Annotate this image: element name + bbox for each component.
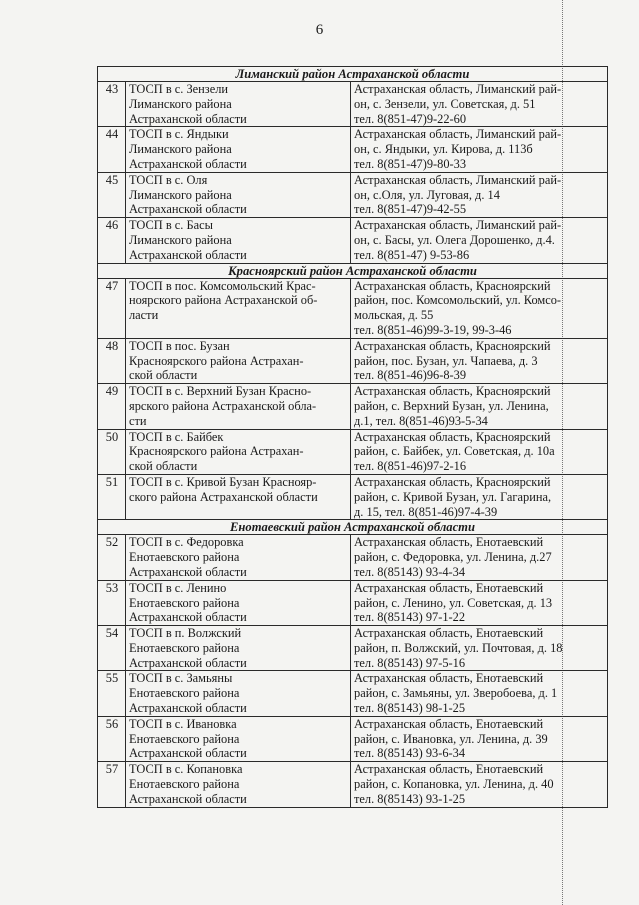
row-number: 43	[98, 82, 126, 127]
row-number: 48	[98, 338, 126, 383]
row-number: 51	[98, 474, 126, 519]
office-address-cell	[351, 384, 608, 429]
office-name-line: Лиманского района	[129, 187, 232, 202]
office-address-line: Астраханская область, Енотаевский	[354, 671, 544, 686]
office-address-line: тел. 8(85143) 97-5-16	[354, 655, 466, 670]
office-address-cell	[351, 172, 608, 217]
office-name-line: Астраханской области	[129, 247, 247, 262]
office-address-line: тел. 8(851-46)97-2-16	[354, 459, 467, 474]
office-name-line: сти	[129, 413, 147, 428]
office-address-cell	[351, 762, 608, 807]
office-address-cell	[351, 580, 608, 625]
office-name-line: Енотаевского района	[129, 595, 240, 610]
office-name-line: ласти	[129, 308, 159, 323]
office-name-line: ТОСП в с. Зензели	[129, 82, 229, 96]
office-address-line: тел. 8(85143) 98-1-25	[354, 701, 466, 716]
office-address-cell	[351, 535, 608, 580]
office-address-line: тел. 8(85143) 97-1-22	[354, 610, 466, 625]
section-title: Енотаевский район Астраханской области	[98, 520, 608, 535]
row-number: 49	[98, 384, 126, 429]
row-number: 55	[98, 671, 126, 716]
office-address-line: район, с. Верхний Бузан, ул. Ленина,	[354, 398, 549, 413]
office-name-cell	[126, 338, 351, 383]
offices-table	[97, 66, 608, 808]
section-title: Красноярский район Астраханской области	[98, 263, 608, 278]
office-name-line: ТОСП в с. Замьяны	[129, 671, 233, 686]
office-name-line: Астраханской области	[129, 791, 247, 806]
office-address-line: д.1, тел. 8(851-46)93-5-34	[354, 413, 488, 428]
office-address-line: район, с. Замьяны, ул. Зверобоева, д. 1	[354, 686, 558, 701]
office-name-line: Красноярского района Астрахан-	[129, 444, 304, 459]
offices-table-body	[98, 67, 608, 808]
office-name-line: Енотаевского района	[129, 777, 240, 792]
office-address-line: тел. 8(851-47)9-22-60	[354, 111, 467, 126]
office-address-line: тел. 8(851-47)9-80-33	[354, 156, 467, 171]
table-row	[98, 626, 608, 671]
office-name-cell	[126, 762, 351, 807]
office-name-line: Астраханской области	[129, 111, 247, 126]
table-row	[98, 384, 608, 429]
table-row	[98, 218, 608, 263]
table-row	[98, 762, 608, 807]
row-number: 45	[98, 172, 126, 217]
table-row	[98, 535, 608, 580]
office-name-cell	[126, 82, 351, 127]
office-name-line: Астраханской области	[129, 655, 247, 670]
office-name-cell	[126, 580, 351, 625]
row-number: 47	[98, 278, 126, 338]
office-address-line: Астраханская область, Красноярский	[354, 474, 551, 489]
office-address-line: район, с. Ивановка, ул. Ленина, д. 39	[354, 731, 548, 746]
office-address-line: тел. 8(851-47) 9-53-86	[354, 247, 470, 262]
office-name-line: ского района Астраханской области	[129, 489, 318, 504]
table-row	[98, 338, 608, 383]
office-name-line: ТОСП в с. Яндыки	[129, 127, 229, 142]
office-address-line: мольская, д. 55	[354, 308, 434, 323]
table-row	[98, 172, 608, 217]
office-address-line: район, с. Копановка, ул. Ленина, д. 40	[354, 777, 554, 792]
office-address-cell	[351, 671, 608, 716]
office-name-cell	[126, 278, 351, 338]
office-name-cell	[126, 384, 351, 429]
office-name-line: ТОСП в пос. Комсомольский Крас-	[129, 278, 316, 293]
office-address-line: д. 15, тел. 8(851-46)97-4-39	[354, 504, 498, 519]
office-address-cell	[351, 127, 608, 172]
table-row	[98, 716, 608, 761]
row-number: 53	[98, 580, 126, 625]
table-row	[98, 127, 608, 172]
office-address-cell	[351, 474, 608, 519]
office-address-line: район, пос. Комсомольский, ул. Комсо-	[354, 293, 562, 308]
office-name-cell	[126, 535, 351, 580]
office-name-line: Астраханской области	[129, 156, 247, 171]
office-name-line: Астраханской области	[129, 610, 247, 625]
office-name-line: Астраханской области	[129, 701, 247, 716]
table-row	[98, 671, 608, 716]
office-name-line: ТОСП в п. Волжский	[129, 626, 242, 641]
office-address-line: Астраханская область, Красноярский	[354, 384, 551, 399]
office-name-line: ТОСП в с. Верхний Бузан Красно-	[129, 384, 312, 399]
office-address-line: район, с. Байбек, ул. Советская, д. 10а	[354, 444, 555, 459]
office-name-cell	[126, 127, 351, 172]
office-name-line: Лиманского района	[129, 96, 232, 111]
office-address-line: тел. 8(85143) 93-6-34	[354, 746, 466, 761]
table-row	[98, 474, 608, 519]
office-address-line: Астраханская область, Красноярский	[354, 278, 551, 293]
office-name-line: ТОСП в с. Байбек	[129, 429, 224, 444]
office-name-line: ской области	[129, 459, 198, 474]
office-address-line: Астраханская область, Лиманский рай-	[354, 82, 562, 96]
office-name-line: ярского района Астраханской обла-	[129, 398, 317, 413]
office-address-line: он, с. Яндыки, ул. Кирова, д. 113б	[354, 142, 533, 157]
office-name-line: ТОСП в с. Ленино	[129, 580, 227, 595]
row-number: 54	[98, 626, 126, 671]
office-address-cell	[351, 429, 608, 474]
office-address-line: район, с. Федоровка, ул. Ленина, д.27	[354, 550, 552, 565]
office-address-line: он, с. Зензели, ул. Советская, д. 51	[354, 96, 536, 111]
office-address-line: он, с. Басы, ул. Олега Дорошенко, д.4.	[354, 232, 555, 247]
office-address-line: Астраханская область, Енотаевский	[354, 580, 544, 595]
office-address-line: тел. 8(851-47)9-42-55	[354, 202, 467, 217]
office-name-line: Красноярского района Астрахан-	[129, 353, 304, 368]
office-name-line: Астраханской области	[129, 202, 247, 217]
row-number: 44	[98, 127, 126, 172]
office-address-line: Астраханская область, Енотаевский	[354, 716, 544, 731]
table-row	[98, 82, 608, 127]
office-address-line: Астраханская область, Красноярский	[354, 429, 551, 444]
office-name-line: ноярского района Астраханской об-	[129, 293, 318, 308]
office-address-cell	[351, 82, 608, 127]
office-name-line: Астраханской области	[129, 746, 247, 761]
office-address-line: Астраханская область, Лиманский рай-	[354, 172, 562, 187]
row-number: 46	[98, 218, 126, 263]
section-title: Лиманский район Астраханской области	[98, 67, 608, 82]
office-name-cell	[126, 474, 351, 519]
office-name-cell	[126, 626, 351, 671]
office-address-line: тел. 8(851-46)96-8-39	[354, 368, 467, 383]
office-name-line: Енотаевского района	[129, 550, 240, 565]
office-name-line: ТОСП в с. Басы	[129, 218, 213, 233]
office-address-cell	[351, 278, 608, 338]
section-header	[98, 67, 608, 82]
office-name-cell	[126, 172, 351, 217]
office-name-line: ТОСП в с. Копановка	[129, 762, 243, 777]
row-number: 50	[98, 429, 126, 474]
office-name-line: Лиманского района	[129, 142, 232, 157]
page-number: 6	[315, 22, 324, 38]
office-name-line: Астраханской области	[129, 564, 247, 579]
office-address-cell	[351, 716, 608, 761]
office-name-cell	[126, 716, 351, 761]
office-address-line: он, с.Оля, ул. Луговая, д. 14	[354, 187, 500, 202]
office-name-line: ТОСП в с. Оля	[129, 172, 208, 187]
office-name-line: ТОСП в с. Ивановка	[129, 716, 237, 731]
office-address-line: Астраханская область, Лиманский рай-	[354, 218, 562, 233]
office-name-cell	[126, 429, 351, 474]
office-address-line: Астраханская область, Красноярский	[354, 338, 551, 353]
office-name-line: ТОСП в с. Кривой Бузан Краснояр-	[129, 474, 317, 489]
office-address-cell	[351, 218, 608, 263]
office-name-cell	[126, 218, 351, 263]
office-address-line: Астраханская область, Енотаевский	[354, 626, 544, 641]
office-address-line: Астраханская область, Енотаевский	[354, 535, 544, 550]
office-address-line: район, с. Ленино, ул. Советская, д. 13	[354, 595, 553, 610]
office-address-cell	[351, 338, 608, 383]
office-name-line: ской области	[129, 368, 198, 383]
office-address-line: район, пос. Бузан, ул. Чапаева, д. 3	[354, 353, 538, 368]
office-name-line: Енотаевского района	[129, 640, 240, 655]
table-row	[98, 580, 608, 625]
office-address-line: Астраханская область, Лиманский рай-	[354, 127, 562, 142]
office-address-line: тел. 8(85143) 93-1-25	[354, 791, 466, 806]
row-number: 56	[98, 716, 126, 761]
office-address-line: Астраханская область, Енотаевский	[354, 762, 544, 777]
section-header	[98, 263, 608, 278]
table-row	[98, 278, 608, 338]
office-name-line: Енотаевского района	[129, 686, 240, 701]
office-address-line: тел. 8(85143) 93-4-34	[354, 564, 466, 579]
office-address-cell	[351, 626, 608, 671]
table-row	[98, 429, 608, 474]
row-number: 57	[98, 762, 126, 807]
office-name-line: Лиманского района	[129, 232, 232, 247]
office-address-line: тел. 8(851-46)99-3-19, 99-3-46	[354, 322, 512, 337]
row-number: 52	[98, 535, 126, 580]
section-header	[98, 520, 608, 535]
office-name-line: Енотаевского района	[129, 731, 240, 746]
office-name-line: ТОСП в пос. Бузан	[129, 338, 230, 353]
office-address-line: район, п. Волжский, ул. Почтовая, д. 18	[354, 640, 563, 655]
office-name-cell	[126, 671, 351, 716]
office-address-line: район, с. Кривой Бузан, ул. Гагарина,	[354, 489, 552, 504]
office-name-line: ТОСП в с. Федоровка	[129, 535, 244, 550]
